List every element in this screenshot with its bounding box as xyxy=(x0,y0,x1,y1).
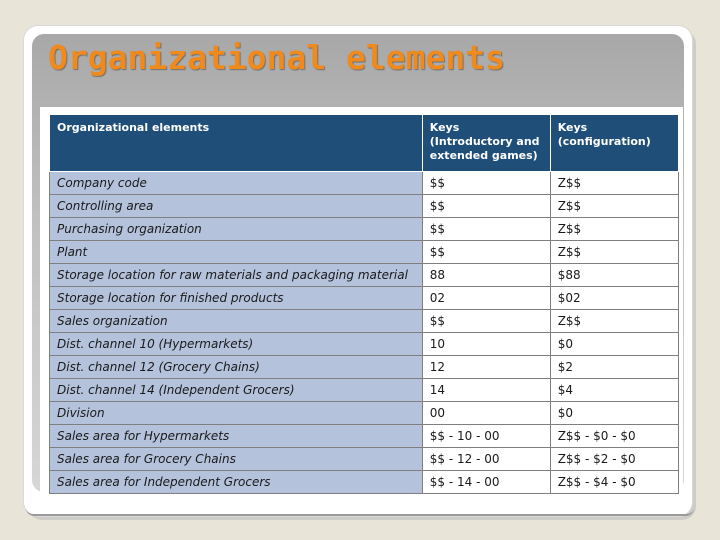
organizational-elements-table xyxy=(49,114,679,494)
row-name-cell: Plant xyxy=(50,241,423,264)
row-key-introductory-cell: 88 xyxy=(422,264,550,287)
table-header-row xyxy=(50,115,679,172)
header-organizational-elements: Organizational elements xyxy=(50,115,423,172)
row-key-introductory-cell: 14 xyxy=(422,379,550,402)
row-name-cell: Controlling area xyxy=(50,195,423,218)
row-name-cell: Company code xyxy=(50,172,423,195)
row-key-configuration-cell: Z$$ xyxy=(550,310,678,333)
row-key-configuration-cell: $2 xyxy=(550,356,678,379)
table-row xyxy=(50,241,679,264)
row-key-introductory-cell: $$ xyxy=(422,241,550,264)
table-panel xyxy=(40,107,683,497)
row-key-configuration-cell: $0 xyxy=(550,333,678,356)
row-key-configuration-cell: Z$$ - $4 - $0 xyxy=(550,471,678,494)
row-key-introductory-cell: $$ - 14 - 00 xyxy=(422,471,550,494)
row-key-introductory-cell: $$ xyxy=(422,172,550,195)
row-key-introductory-cell: 10 xyxy=(422,333,550,356)
table-row xyxy=(50,195,679,218)
row-key-introductory-cell: 02 xyxy=(422,287,550,310)
row-key-introductory-cell: $$ xyxy=(422,195,550,218)
table-row xyxy=(50,264,679,287)
row-name-cell: Sales area for Independent Grocers xyxy=(50,471,423,494)
row-key-introductory-cell: $$ - 12 - 00 xyxy=(422,448,550,471)
row-key-configuration-cell: Z$$ xyxy=(550,172,678,195)
row-name-cell: Division xyxy=(50,402,423,425)
row-name-cell: Dist. channel 14 (Independent Grocers) xyxy=(50,379,423,402)
row-name-cell: Storage location for raw materials and packaging material xyxy=(50,264,423,287)
row-name-cell: Dist. channel 10 (Hypermarkets) xyxy=(50,333,423,356)
row-key-configuration-cell: Z$$ - $2 - $0 xyxy=(550,448,678,471)
table-row xyxy=(50,425,679,448)
row-name-cell: Storage location for finished products xyxy=(50,287,423,310)
table-row xyxy=(50,448,679,471)
row-key-introductory-cell: 12 xyxy=(422,356,550,379)
row-key-configuration-cell: $88 xyxy=(550,264,678,287)
row-key-introductory-cell: $$ - 10 - 00 xyxy=(422,425,550,448)
row-key-configuration-cell: Z$$ xyxy=(550,218,678,241)
row-key-introductory-cell: $$ xyxy=(422,310,550,333)
row-key-introductory-cell: 00 xyxy=(422,402,550,425)
row-key-configuration-cell: Z$$ xyxy=(550,195,678,218)
row-key-introductory-cell: $$ xyxy=(422,218,550,241)
table-row xyxy=(50,356,679,379)
row-key-configuration-cell: $4 xyxy=(550,379,678,402)
row-name-cell: Sales area for Hypermarkets xyxy=(50,425,423,448)
table-row xyxy=(50,333,679,356)
table-row xyxy=(50,471,679,494)
table-body xyxy=(50,172,679,494)
header-keys-introductory: Keys (Introductory and extended games) xyxy=(422,115,550,172)
row-key-configuration-cell: Z$$ - $0 - $0 xyxy=(550,425,678,448)
slide-title: Organizational elements xyxy=(48,38,505,77)
slide-bottom-divider xyxy=(26,508,694,516)
row-key-configuration-cell: $0 xyxy=(550,402,678,425)
header-keys-configuration: Keys (configuration) xyxy=(550,115,678,172)
table-row xyxy=(50,287,679,310)
table-row xyxy=(50,172,679,195)
table-row xyxy=(50,218,679,241)
table-row xyxy=(50,379,679,402)
table-row xyxy=(50,310,679,333)
row-name-cell: Dist. channel 12 (Grocery Chains) xyxy=(50,356,423,379)
row-key-configuration-cell: $02 xyxy=(550,287,678,310)
table-row xyxy=(50,402,679,425)
row-key-configuration-cell: Z$$ xyxy=(550,241,678,264)
row-name-cell: Sales organization xyxy=(50,310,423,333)
row-name-cell: Sales area for Grocery Chains xyxy=(50,448,423,471)
row-name-cell: Purchasing organization xyxy=(50,218,423,241)
